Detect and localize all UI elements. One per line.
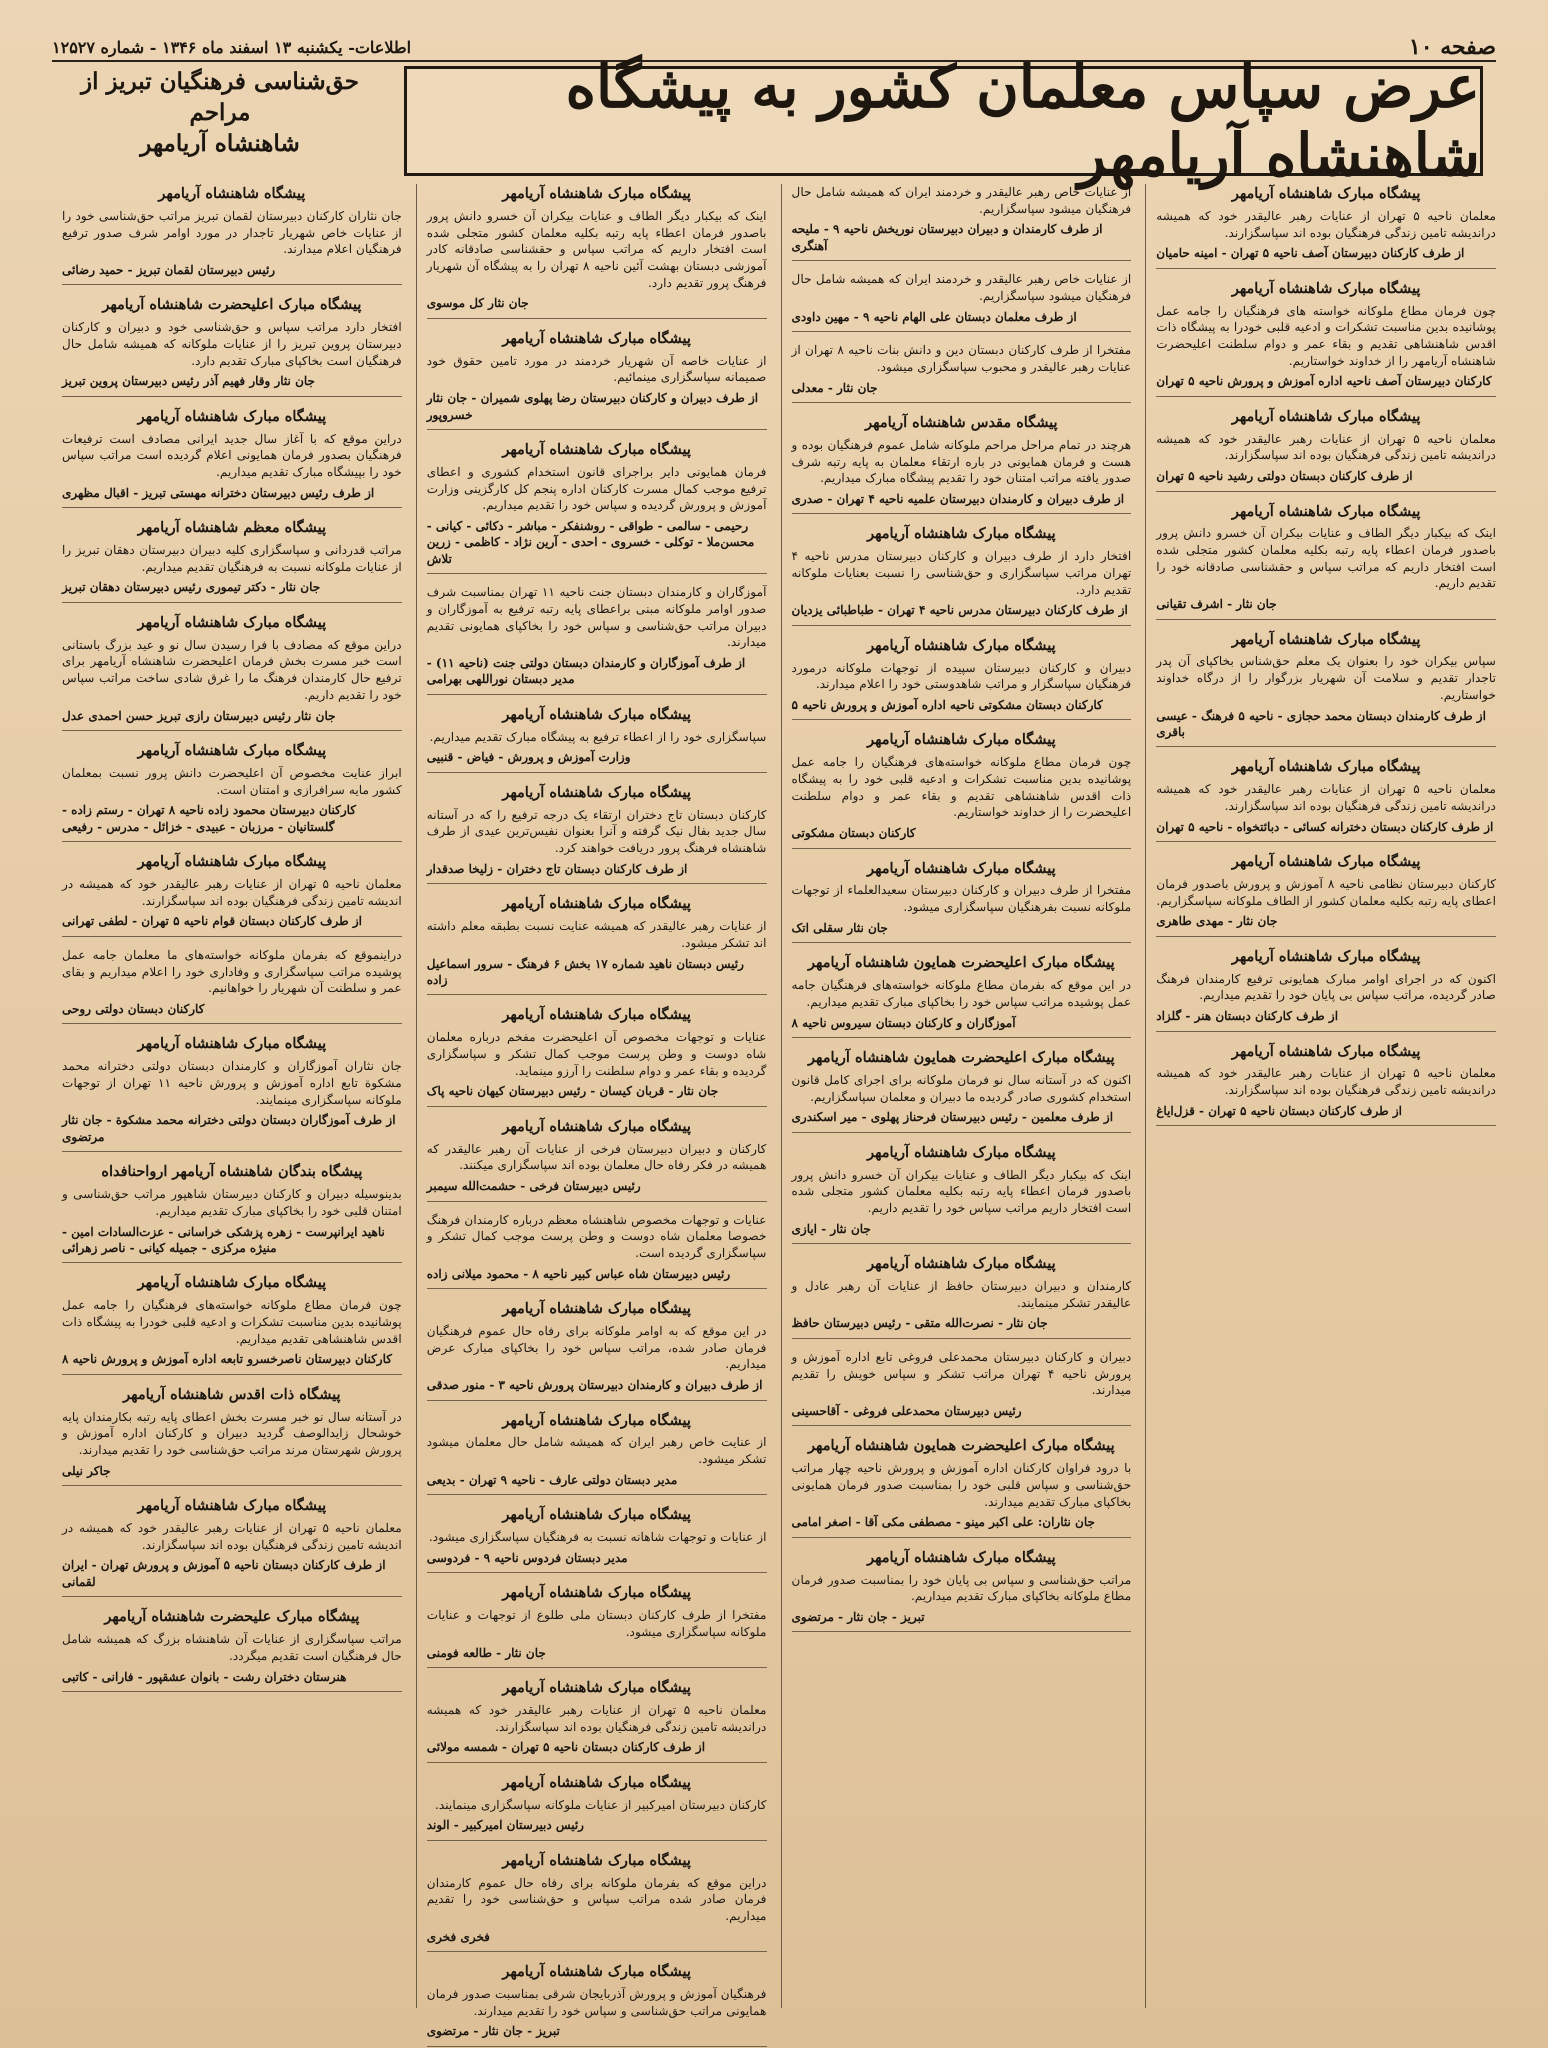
article-body: سپاسگزاری خود را از اعطاء ترفیع به پیشگاه مبارک تقدیم میداریم.: [429, 729, 767, 744]
article-heading: پیشگاه مبارک شاهنشاه آریامهر: [137, 1274, 327, 1292]
article-item: [427, 1962, 767, 2047]
article-heading: پیشگاه مبارک شاهنشاه آریامهر: [502, 1300, 691, 1318]
article-item: [427, 894, 767, 995]
article-body: کارمندان و دبیران دبیرستان حافظ از عنایات آن رهبر عادل و عالیقدر تشکر مینمایند.: [791, 1278, 1132, 1310]
article-body: مفتخرا از طرف کارکنان دبستان ملی طلوع از توجهات و عنایات ملوکانه سپاسگزاری میشود.: [426, 1608, 767, 1639]
article-signature: ناهید ایرانپرست - زهره پزشکی خراسانی - عزت‌السادات امین - منیژه مرکزی - جمیله کیانی - ناصر زهرائی: [62, 1224, 385, 1255]
article-item: [792, 413, 1132, 514]
article-signature: رئیس دبستان ناهید شماره ۱۷ بخش ۶ فرهنگ - سرور اسماعیل زاده: [426, 956, 744, 988]
article-heading: پیشگاه مبارک شاهنشاه آریامهر: [502, 1411, 691, 1429]
article-heading: پیشگاه مبارک شاهنشاه آریامهر: [502, 1006, 691, 1024]
article-signature: وزارت آموزش و پرورش - فیاض - قنبیی: [426, 750, 631, 765]
article-heading: پیشگاه مبارک شاهنشاه آریامهر: [502, 1678, 691, 1696]
main-headline-banner: [404, 53, 1483, 189]
article-signature: از طرف کارکنان دبستان ناحیه ۵ تهران - شمسه مولائی: [426, 1740, 706, 1755]
article-body: معلمان ناحیه ۵ تهران از عنایات رهبر عالیقدر خود که همیشه دراندیشه تامین زندگی فرهنگیان بوده اند سپاسگزارند.: [1156, 431, 1496, 463]
article-body: از عنایات و توجهات شاهانه نسبت به فرهنگیان سپاسگزاری میشود.: [428, 1530, 767, 1545]
article-item: [792, 953, 1132, 1038]
article-heading: پیشگاه مبارک شاهنشاه آریامهر: [502, 1851, 691, 1869]
article-body: معلمان ناحیه ۵ تهران از عنایات رهبر عالیقدر خود که همیشه دراندیشه تامین زندگی فرهنگیان بوده اند سپاسگزارند.: [1156, 1066, 1496, 1098]
article-item: [1156, 279, 1496, 397]
column-1: [1145, 184, 1496, 2008]
article-body: از عنایت خاص رهبر ایران که همیشه شامل حال معلمان میشود تشکر میشود.: [426, 1435, 767, 1467]
article-heading: پیشگاه مبارک شاهنشاه آریامهر: [502, 329, 691, 347]
article-heading: پیشگاه مبارک شاهنشاه آریامهر: [1231, 279, 1421, 297]
article-item: [792, 636, 1132, 721]
article-body: معلمان ناحیه ۵ تهران از عنایات رهبر عالیقدر خود که همیشه در اندیشه تامین زندگی فرهنگیان بوده اند سپاسگزارند.: [62, 1521, 402, 1552]
article-body: دبیران و کارکنان دبیرستان محمدعلی فروغی تابع اداره آموزش و پرورش ناحیه ۴ تهران مراتب تشکر و سپاس خویش را تقدیم میدارند.: [791, 1349, 1132, 1398]
article-item: [427, 329, 767, 430]
article-heading: پیشگاه مبارک شاهنشاه آریامهر: [502, 783, 691, 801]
article-item: [62, 1162, 402, 1263]
article-item: [1156, 1042, 1496, 1127]
article-heading: پیشگاه مبارک شاهنشاه آریامهر: [502, 1584, 691, 1602]
article-heading: پیشگاه مبارک شاهنشاه آریامهر: [1231, 853, 1421, 871]
article-body: مراتب حق‌شناسی و سپاس بی پایان خود را بمناسبت صدور فرمان مطاع ملوکانه بخاکپای مبارک تقدیم میداریم.: [791, 1572, 1132, 1604]
article-signature: تبریز - جان نثار - مرتضوی: [426, 2024, 560, 2039]
main-headline: عرض سپاس معلمان کشور به پیشگاه شاهنشاه آریامهر: [565, 53, 1480, 189]
article-item: [792, 1436, 1132, 1537]
article-signature: کارکنان دبیرستان آصف ناحیه اداره آموزش و پرورش ناحیه ۵ تهران: [1156, 374, 1492, 389]
article-item: [62, 852, 402, 937]
masthead: اطلاعات- یکشنبه ۱۳ اسفند ماه ۱۳۴۶ - شماره ۱۲۵۲۷: [52, 37, 412, 57]
article-body: فرهنگیان آموزش و پرورش آذربایجان شرقی بمناسبت صدور فرمان همایونی مراتب حق‌شناسی و سپاس خود را تقدیم میدارند.: [426, 1986, 767, 2018]
column-2: [781, 184, 1132, 2008]
article-body: معلمان ناحیه ۵ تهران از عنایات رهبر عالیقدر خود که همیشه دراندیشه تامین زندگی فرهنگیان بوده اند سپاسگزارند.: [1156, 208, 1496, 240]
article-body: فرمان همایونی دایر براجرای قانون استخدام کشوری و اعطای ترفیع موجب کمال مسرت کارکنان اداره پنجم کل کارگزینی وزارت آموزش و پرورش گردیده و سپاس خود را تقدیم میداریم.: [426, 464, 767, 513]
article-body: بدینوسیله دبیران و کارکنان دبیرستان شاهپور مراتب حق‌شناسی و امتنان قلبی خود را بخاکپای مبارک تقدیم میداریم.: [62, 1187, 402, 1218]
article-heading: پیشگاه مبارک شاهنشاه آریامهر: [867, 525, 1056, 543]
article-body: اینک که بیکبار دیگر الطاف و عنایات بیکران آن خسرو دانش پرور باصدور فرمان اعطاء پایه رتبه بکلیه معلمان کشور متجلی شده است افتخار داریم که مراتب سپاس و حقشناسی صادقانه خود را تقدیم داریم.: [1156, 526, 1496, 591]
article-heading: پیشگاه مبارک شاهنشاه آریامهر: [867, 859, 1056, 877]
article-signature: فخری فخری: [426, 1929, 490, 1944]
article-heading: پیشگاه مبارک شاهنشاه آریامهر: [137, 742, 327, 760]
article-signature: از طرف آموزگاران دبستان دولتی دخترانه محمد مشکوة - جان نثار مرتضوی: [62, 1113, 396, 1144]
article-heading: پیشگاه مبارک اعلیحضرت شاهنشاه آریامهر: [102, 296, 362, 314]
article-item: [1156, 184, 1496, 269]
article-body: چون فرمان مطاع ملوکانه خواسته های فرهنگیان را جامه عمل پوشانیده بدین مناسبت تشکرات و ادعیه قلبی خودرا به پیشگاه ذات اقدس شاهنشاهی تقدیم و بقاء عمر و دوام سلطنت اعلیحضرت شاهنشاه آریامهر را از خداوند خواستاریم.: [1156, 303, 1496, 368]
article-item: [427, 1505, 767, 1573]
article-heading: پیشگاه مبارک شاهنشاه آریامهر: [1231, 502, 1421, 520]
side-headline-line-1: حق‌شناسی فرهنگیان تبریز از مراحم: [81, 68, 359, 127]
article-signature: جان نثار - معدلی: [791, 380, 878, 395]
article-body: اینک که بیکبار دیگر الطاف و عنایات بیکران آن خسرو دانش پرور باصدور فرمان اعطاء پایه رتبه بکلیه معلمان کشور متجلی شده است افتخار داریم مراتب سپاس خود را تقدیم داریم.: [791, 1167, 1132, 1215]
side-headline: [52, 66, 388, 159]
article-body: از عنایات خاص رهبر عالیقدر و خردمند ایران که همیشه شامل حال فرهنگیان میشود سپاسگزاریم.: [791, 272, 1132, 303]
article-body: چون فرمان مطاع ملوکانه خواسته‌های فرهنگیان را جامه عمل پوشانیده بدین مناسبت تشکرات و ادعیه قلبی خود را به پیشگاه ذات اقدس شاهنشاهی تقدیم و بقاء عمر و دوام سلطنت اعلیحضرت را از خداوند خواستاریم.: [791, 755, 1132, 820]
article-heading: پیشگاه مبارک شاهنشاه آریامهر: [867, 1143, 1056, 1161]
article-item: [427, 1678, 767, 1763]
article-item: [427, 1299, 767, 1400]
side-headline-line-2: شاهنشاه آریامهر: [140, 130, 300, 158]
article-signature: از طرف معلمان دبستان علی الهام ناحیه ۹ - مهین داودی: [791, 309, 1077, 324]
article-body: دراین موقع که با آغاز سال جدید ایرانی مصادف است ترفیعات فرهنگیان بصدور فرمان همایونی اعلام گردیده است مراتب سپاس خود را بپیشگاه مبارک تقدیم میداریم.: [62, 431, 402, 480]
article-item: [792, 342, 1132, 403]
article-heading: پیشگاه مبارک شاهنشاه آریامهر: [502, 1117, 691, 1135]
article-body: دراین موقع که مصادف با فرا رسیدن سال نو و عید بزرگ باستانی است خبر مسرت بخش فرمان اعلیحضرت شاهنشاه آریامهر برای ترفیع حال کارمندان فرهنگ ما را غرق شادی ساخت مراتب سپاس خود را تقدیم داریم.: [62, 637, 402, 702]
column-3: [416, 184, 767, 2039]
article-item: [792, 1143, 1132, 1244]
article-heading: پیشگاه مبارک شاهنشاه آریامهر: [867, 1548, 1056, 1566]
article-item: [1156, 757, 1496, 842]
article-item: [427, 1212, 767, 1290]
article-signature: رحیمی - سالمی - طواقی - روشنفکر - مباشر - دکائی - کیانی - محسن‌ملا - توکلی - خسروی - احدی - آرین نژاد - کاظمی - زرین تلاش: [426, 518, 755, 566]
article-heading: پیشگاه مبارک شاهنشاه آریامهر: [1231, 630, 1421, 648]
article-heading: پیشگاه بندگان شاهنشاه آریامهر ارواحنافداه: [101, 1163, 363, 1181]
article-signature: از طرف کارکنان دبستان تاج دختران - زلیخا صدقدار: [426, 861, 688, 876]
article-heading: پیشگاه مبارک شاهنشاه آریامهر: [1231, 1042, 1421, 1060]
article-item: [427, 783, 767, 884]
article-body: از عنایات رهبر عالیقدر که همیشه عنایت نسبت بطبقه معلم داشته اند تشکر میشود.: [426, 919, 767, 950]
article-heading: پیشگاه مبارک شاهنشاه آریامهر: [867, 636, 1056, 654]
article-body: سپاس بیکران خود را بعنوان یک معلم حق‌شناس بخاکپای آن پدر تاجدار تقدیم و سلامت آن شهریار بزرگوار را از درگاه خداوند خواستاریم.: [1156, 654, 1496, 702]
article-item: [792, 184, 1132, 261]
article-body: کارکنان و دبیران دبیرستان فرخی از عنایات آن رهبر عالیقدر که همیشه در فکر رفاه حال معلمان بوده اند سپاسگزاری میکنند.: [426, 1141, 767, 1173]
article-signature: از طرف کارکنان دبستان هنر - گلزاد: [1156, 1009, 1339, 1024]
article-item: [62, 947, 402, 1025]
article-signature: جان نثار - طالعه فومنی: [426, 1645, 546, 1660]
article-body: کارکنان دبستان تاج دختران ارتقاء یک درجه ترفیع را که در آستانه سال جدید بفال نیک گرفته و آنرا بعنوان نفیس‌ترین عیدی از طرف شاهنشاه فرهنگ پرور دریافت خواهند کرد.: [426, 807, 767, 856]
article-item: [792, 524, 1132, 625]
article-heading: پیشگاه مبارک شاهنشاه آریامهر: [1231, 947, 1421, 965]
article-body: دبیران و کارکنان دبیرستان سپیده از توجهات ملوکانه درمورد فرهنگیان سپاسگزار و مراتب شاهدوستی خود را اعلام میدارند.: [791, 660, 1132, 692]
article-heading: پیشگاه معظم شاهنشاه آریامهر: [137, 519, 327, 537]
article-item: [1156, 407, 1496, 492]
page-number: صفحه ۱۰: [1408, 34, 1496, 60]
article-body: در این موقع که به اوامر ملوکانه برای رفاه حال عموم فرهنگیان فرمان صادر شده، مراتب سپاس خود را بخاکپای مبارک عرض میداریم.: [426, 1323, 767, 1372]
article-body: افتخار دارد مراتب سپاس و حق‌شناسی خود و دبیران و کارکنان دبیرستان پروین تبریز را از عنایات ملوکانه که همیشه شامل حال فرهنگیان است بخاکپای مبارک تقدیم دارد.: [62, 320, 402, 368]
article-body: ابراز عنایت مخصوص آن اعلیحضرت دانش پرور نسبت بمعلمان کشور مایه سرافرازی و امتنان است.: [62, 765, 402, 797]
article-signature: جان نثاران: علی اکبر مینو - مصطفی مکی آقا - اصغر امامی: [791, 1515, 1095, 1530]
article-body: دراین موقع که بفرمان ملوکانه برای رفاه حال عموم کارمندان فرمان صادر شده مراتب سپاس و حق‌شناسی خود را تقدیم میداریم.: [426, 1875, 767, 1923]
article-signature: از طرف کارکنان دبستان قوام ناحیه ۵ تهران - لطفی تهرانی: [62, 914, 362, 929]
article-item: [62, 1273, 402, 1374]
article-signature: جان نثار - قربان کیسان - رئیس دبیرستان کیهان ناحیه پاک: [426, 1084, 719, 1099]
article-item: [62, 1607, 402, 1692]
article-item: [427, 184, 767, 319]
article-signature: جان نثار رئیس دبیرستان رازی تبریز حسن احمدی عدل: [62, 708, 336, 723]
article-item: [792, 859, 1132, 944]
article-item: [62, 741, 402, 842]
article-body: مفتخرا از طرف دبیران و کارکنان دبیرستان سعیدالعلماء از توجهات ملوکانه نسبت بفرهنگیان سپاسگزاری میشود.: [791, 883, 1132, 915]
article-signature: کارکنان دبستان مشکوتی ناحیه اداره آموزش و پرورش ناحیه ۵: [791, 698, 1103, 713]
article-body: اکنون که در آستانه سال نو فرمان ملوکانه برای اجرای کامل قانون استخدام کشوری صادر گردیده ما دبیران و معلمان سپاسگزاریم.: [791, 1072, 1132, 1104]
article-item: [427, 584, 767, 695]
article-body: مراتب سپاسگزاری از عنایات آن شاهنشاه بزرگ که همیشه شامل حال فرهنگیان است تقدیم میگردد.: [62, 1632, 402, 1663]
article-body: هرچند در تمام مراحل مراحم ملوکانه شامل عموم فرهنگیان بوده و هست و فرمان همایونی در باره ارتقاء معلمان به پایه رتبه شرف صدور یافته مراتب امتنان خود را تقدیم پیشگاه مبارک میداریم.: [791, 437, 1132, 486]
article-heading: پیشگاه مبارک شاهنشاه آریامهر: [137, 853, 327, 871]
article-signature: از طرف کارکنان دبیرستان مدرس ناحیه ۴ تهران - طباطبائی یزدیان: [791, 603, 1128, 618]
article-item: [1156, 947, 1496, 1032]
article-signature: از طرف کارکنان دبستان ناحیه ۵ تهران - قزل‌ایاغ: [1156, 1103, 1402, 1118]
article-signature: جان نثار - اشرف تقیانی: [1156, 597, 1277, 612]
article-body: از عنایات خاص رهبر عالیقدر و خردمند ایران که همیشه شامل حال فرهنگیان میشود سپاسگزاریم.: [791, 185, 1132, 216]
article-columns: [52, 184, 1496, 2039]
article-heading: پیشگاه مبارک شاهنشاه آریامهر: [867, 731, 1056, 749]
article-signature: از طرف کارکنان دبستان دخترانه کسائی - دبائتخواه - ناحیه ۵ تهران: [1156, 819, 1494, 834]
article-signature: کارکنان دبیرستان محمود زاده ناحیه ۸ تهران - رستم زاده - گلستانیان - مرزبان - عبیدی - خزائل - مدرس - رفیعی: [62, 803, 356, 834]
article-heading: پیشگاه مبارک شاهنشاه آریامهر: [137, 407, 327, 425]
article-body: جان نثاران کارکنان دبیرستان لقمان تبریز مراتب حق‌شناسی خود را از عنایات خاص شهریار تاجدار در مورد اوامر شرف صدور ترفیع فرهنگیان اعلام میدارند.: [62, 208, 402, 257]
article-signature: جان نثار - نصرت‌الله متقی - رئیس دبیرستان حافظ: [791, 1316, 1048, 1331]
article-item: [62, 1496, 402, 1597]
article-signature: جان نثار - مهدی طاهری: [1156, 914, 1278, 929]
article-signature: کارکنان دبستان مشکوتی: [791, 826, 916, 841]
article-body: جان نثاران آموزگاران و کارمندان دبستان دولتی دخترانه محمد مشکوة تابع اداره آموزش و پرورش ناحیه ۱۱ تهران از توجهات ملوکانه سپاسگزاری مینمایند.: [62, 1059, 402, 1107]
article-heading: پیشگاه مبارک اعلیحضرت همایون شاهنشاه آریامهر: [808, 1437, 1115, 1455]
article-item: [792, 271, 1132, 332]
article-body: مفتخرا از طرف کارکنان دبستان دین و دانش بنات ناحیه ۸ تهران از عنایات رهبر عالیقدر و محبوب سپاسگزاری میشود.: [791, 343, 1132, 374]
article-body: معلمان ناحیه ۵ تهران از عنایات رهبر عالیقدر خود که همیشه دراندیشه تامین زندگی فرهنگیان بوده اند سپاسگزارند.: [426, 1702, 767, 1734]
article-signature: آموزگاران و کارکنان دبستان سیروس ناحیه ۸: [791, 1015, 1016, 1030]
article-signature: رئیس دبیرستان فرخی - حشمت‌الله سیمبر: [426, 1179, 641, 1194]
article-heading: پیشگاه مبارک شاهنشاه آریامهر: [502, 440, 691, 458]
article-signature: از طرف کارکنان دبستان دولتی رشید ناحیه ۵ تهران: [1156, 469, 1413, 484]
article-heading: پیشگاه مبارک شاهنشاه آریامهر: [502, 705, 691, 723]
article-signature: از طرف رئیس دبیرستان دخترانه مهستی تبریز - اقبال مظهری: [62, 485, 375, 500]
article-heading: پیشگاه مبارک علیحضرت شاهنشاه آریامهر: [104, 1608, 360, 1626]
article-item: [62, 1034, 402, 1152]
article-signature: از طرف آموزگاران و کارمندان دبستان دولتی جنت (ناحیه ۱۱) - مدیر دبستان نوراللهی بهرامی: [426, 656, 746, 687]
article-body: عنایات و توجهات مخصوص آن اعلیحضرت مفخم درباره معلمان شاه دوست و وطن پرست موجب کمال تشکر و سپاسگزاری گردیده و بقاء عمر و دوام سلطنت را آرزو مینماید.: [426, 1030, 767, 1078]
article-heading: پیشگاه شاهنشاه آریامهر: [158, 185, 306, 202]
article-signature: از طرف کارکنان دبیرستان آصف ناحیه ۵ تهران - امینه حامیان: [1156, 246, 1465, 261]
article-body: کارکنان دبیرستان امیرکبیر از عنایات ملوکانه سپاسگزاری مینمایند.: [434, 1797, 767, 1812]
article-body: کارکنان دبیرستان نظامی ناحیه ۸ آموزش و پرورش باصدور فرمان اعطای پایه رتبه بکلیه معلمان کشور از الطاف ملوکانه سپاسگزاریم.: [1156, 877, 1496, 908]
article-signature: از طرف دبیران و کارمندان دبیرستان پرورش ناحیه ۳ - منور صدقی: [426, 1378, 763, 1393]
article-heading: پیشگاه مبارک شاهنشاه آریامهر: [137, 1035, 327, 1053]
article-body: دراینموقع که بفرمان ملوکانه خواسته‌های ما معلمان جامه عمل پوشیده مراتب سپاسگزاری و وفاداری خود را اعلام میداریم و بقای عمر و سلطنت آن شهریار را خواهانیم.: [62, 947, 402, 996]
article-item: [427, 705, 767, 773]
article-item: [427, 1583, 767, 1668]
article-heading: پیشگاه مبارک شاهنشاه آریامهر: [502, 1506, 691, 1524]
article-item: [62, 518, 402, 603]
article-item: [427, 1117, 767, 1202]
article-heading: پیشگاه مبارک شاهنشاه آریامهر: [867, 1255, 1056, 1273]
article-signature: کارکنان دبیرستان ناصرخسرو تابعه اداره آموزش و پرورش ناحیه ۸: [62, 1352, 392, 1367]
article-item: [427, 1851, 767, 1952]
article-heading: پیشگاه مبارک شاهنشاه آریامهر: [1231, 185, 1421, 202]
article-heading: پیشگاه مبارک شاهنشاه آریامهر: [502, 895, 691, 913]
article-signature: از طرف کارمندان و دبیران دبیرستان نوریخش ناحیه ۹ - ملیحه آهنگری: [791, 222, 1103, 253]
article-heading: پیشگاه ذات اقدس شاهنشاه آریامهر: [123, 1385, 341, 1403]
article-body: افتخار دارد از طرف دبیران و کارکنان دبیرستان مدرس ناحیه ۴ تهران مراتب سپاسگزاری و حق‌شناسی را نسبت بعنایات ملوکانه تقدیم دارد.: [791, 549, 1132, 597]
article-signature: رئیس دبیرستان امیرکبیر - الوند: [426, 1818, 584, 1833]
article-signature: مدیر دبستان فردوس ناحیه ۹ - فردوسی: [426, 1550, 628, 1565]
article-signature: جان نثار وقار فهیم آذر رئیس دبیرستان پروین تبریز: [62, 374, 315, 389]
article-heading: پیشگاه مبارک اعلیحضرت همایون شاهنشاه آریامهر: [808, 1049, 1115, 1066]
article-item: [792, 1349, 1132, 1427]
article-body: اینک که بیکبار دیگر الطاف و عنایات بیکران آن خسرو دانش پرور باصدور فرمان اعطاء پایه رتبه بکلیه معلمان کشور متجلی شده است افتخار داریم که مراتب سپاس و حقشناسی صادقانه کادر آموزشی دبستان بهشت آئین ناحیه ۸ تهران را به پیشگاه آن شهریار فرهنگ پرور تقدیم دارد.: [426, 208, 767, 290]
article-signature: جان نثار کل موسوی: [426, 296, 529, 311]
article-heading: پیشگاه مبارک شاهنشاه آریامهر: [1231, 758, 1421, 776]
article-heading: پیشگاه مبارک اعلیحضرت همایون شاهنشاه آریامهر: [808, 954, 1115, 972]
article-heading: پیشگاه مقدس شاهنشاه آریامهر: [865, 413, 1058, 431]
article-body: مراتب قدردانی و سپاسگزاری کلیه دبیران دبیرستان دهقان تبریز را از عنایات ملوکانه نسبت به فرهنگیان تقدیم میداریم.: [62, 543, 402, 574]
article-item: [427, 440, 767, 574]
article-item: [1156, 630, 1496, 748]
article-heading: پیشگاه مبارک شاهنشاه آریامهر: [502, 1773, 691, 1791]
article-heading: پیشگاه مبارک شاهنشاه آریامهر: [502, 185, 691, 202]
article-item: [62, 1385, 402, 1486]
article-body: در این موقع که بفرمان مطاع ملوکانه خواسته‌های فرهنگیان جامه عمل پوشیده مراتب سپاس خود را بخاکپای مبارک تقدیم میداریم.: [791, 978, 1132, 1009]
article-heading: پیشگاه مبارک شاهنشاه آریامهر: [137, 1497, 327, 1515]
article-signature: جان نثار - ایازی: [791, 1221, 871, 1236]
article-body: با درود فراوان کارکنان اداره آموزش و پرورش ناحیه چهار مراتب حق‌شناسی و سپاس قلبی خود را بمناسبت صدور فرمان همایونی بخاکپای مبارک تقدیم میدارند.: [791, 1461, 1132, 1509]
article-item: [62, 184, 402, 285]
article-signature: رئیس دبیرستان شاه عباس کبیر ناحیه ۸ - محمود میلانی زاده: [426, 1266, 731, 1281]
article-item: [792, 730, 1132, 848]
article-signature: از طرف دبیران و کارمندان دبیرستان علمیه ناحیه ۴ تهران - صدری: [791, 491, 1125, 506]
article-item: [427, 1411, 767, 1496]
article-signature: هنرستان دختران رشت - بانوان عشقپور - فارانی - کاتبی: [62, 1669, 347, 1684]
article-item: [62, 295, 402, 396]
article-signature: از طرف دبیران و کارکنان دبیرستان رضا پهلوی شمیران - جان نثار خسروپور: [426, 391, 759, 422]
article-body: عنایات و توجهات مخصوص شاهنشاه معظم درباره کارمندان فرهنگ خصوصا معلمان شاه دوست و وطن پرست موجب کمال تشکر و سپاسگزاری گردیده است.: [426, 1212, 767, 1260]
article-body: معلمان ناحیه ۵ تهران از عنایات رهبر عالیقدر خود که همیشه در اندیشه تامین زندگی فرهنگیان بوده اند سپاسگزارند.: [62, 877, 402, 908]
article-item: [62, 613, 402, 731]
article-signature: از طرف کارکنان دبستان ناحیه ۵ آموزش و پرورش تهران - ایران لقمانی: [62, 1558, 386, 1589]
article-body: اکنون که در اجرای اوامر مبارک همایونی ترفیع کارمندان فرهنگ صادر گردیده، مراتب سپاس بی پایان خود را تقدیم میداریم.: [1156, 971, 1496, 1003]
article-signature: رئیس دبیرستان لقمان تبریز - حمید رضائی: [62, 262, 276, 277]
article-item: [792, 1048, 1132, 1133]
article-item: [1156, 502, 1496, 620]
article-item: [792, 1254, 1132, 1339]
article-signature: از طرف کارمندان دبستان محمد حجازی - ناحیه ۵ فرهنگ - عیسی باقری: [1156, 708, 1486, 740]
article-item: [427, 1773, 767, 1841]
article-item: [427, 1005, 767, 1106]
article-body: آموزگاران و کارمندان دبستان جنت ناحیه ۱۱ تهران بمناسبت شرف صدور اوامر ملوکانه مبنی براعطای پایه رتبه ترفیع به آموزگاران و دبیران مراتب حق‌شناسی و سپاس خود را بخاکپای همایونی تقدیم میدارند.: [426, 585, 767, 650]
article-heading: پیشگاه مبارک شاهنشاه آریامهر: [1231, 407, 1421, 425]
article-body: در آستانه سال نو خبر مسرت بخش اعطای پایه رتبه بکارمندان پایه خوشحال زایدالوصف گردید دبیران و کارکنان اداره آموزش و پرورش شهرستان مرند مراتب حق‌شناسی خود را تقدیم میدارند.: [62, 1409, 402, 1458]
article-signature: جان نثار سقلی اتک: [791, 920, 888, 935]
article-signature: جان نثار - دکتر تیموری رئیس دبیرستان دهقان تبریز: [62, 580, 321, 595]
article-body: از عنایات خاصه آن شهریار خردمند در مورد تامین حقوق خود صمیمانه سپاسگزاری مینمائیم.: [426, 353, 767, 385]
article-signature: کارکنان دبستان دولتی روحی: [62, 1001, 205, 1016]
article-item: [62, 407, 402, 508]
article-signature: رئیس دبیرستان محمدعلی فروغی - آقاحسینی: [791, 1403, 1022, 1418]
article-signature: از طرف معلمین - رئیس دبیرستان فرحناز پهلوی - میر اسکندری: [791, 1110, 1114, 1125]
column-4: [52, 184, 402, 2008]
article-signature: تبریز - جان نثار - مرتضوی: [791, 1610, 925, 1625]
article-heading: پیشگاه مبارک شاهنشاه آریامهر: [137, 613, 327, 631]
article-body: معلمان ناحیه ۵ تهران از عنایات رهبر عالیقدر خود که همیشه دراندیشه تامین زندگی فرهنگیان بوده اند سپاسگزارند.: [1156, 782, 1496, 814]
article-heading: پیشگاه مبارک شاهنشاه آریامهر: [502, 1963, 691, 1981]
article-signature: جاکر نیلی: [62, 1463, 111, 1478]
article-signature: مدیر دبستان دولتی عارف - ناحیه ۹ تهران - بدیعی: [426, 1472, 678, 1487]
article-item: [1156, 852, 1496, 937]
article-item: [792, 1548, 1132, 1633]
article-body: چون فرمان مطاع ملوکانه خواسته‌های فرهنگیان را جامه عمل پوشانیده بدین مناسبت تشکرات و ادعیه قلبی خودرا به پیشگاه ذات اقدس شاهنشاهی تقدیم میداریم.: [62, 1298, 402, 1346]
